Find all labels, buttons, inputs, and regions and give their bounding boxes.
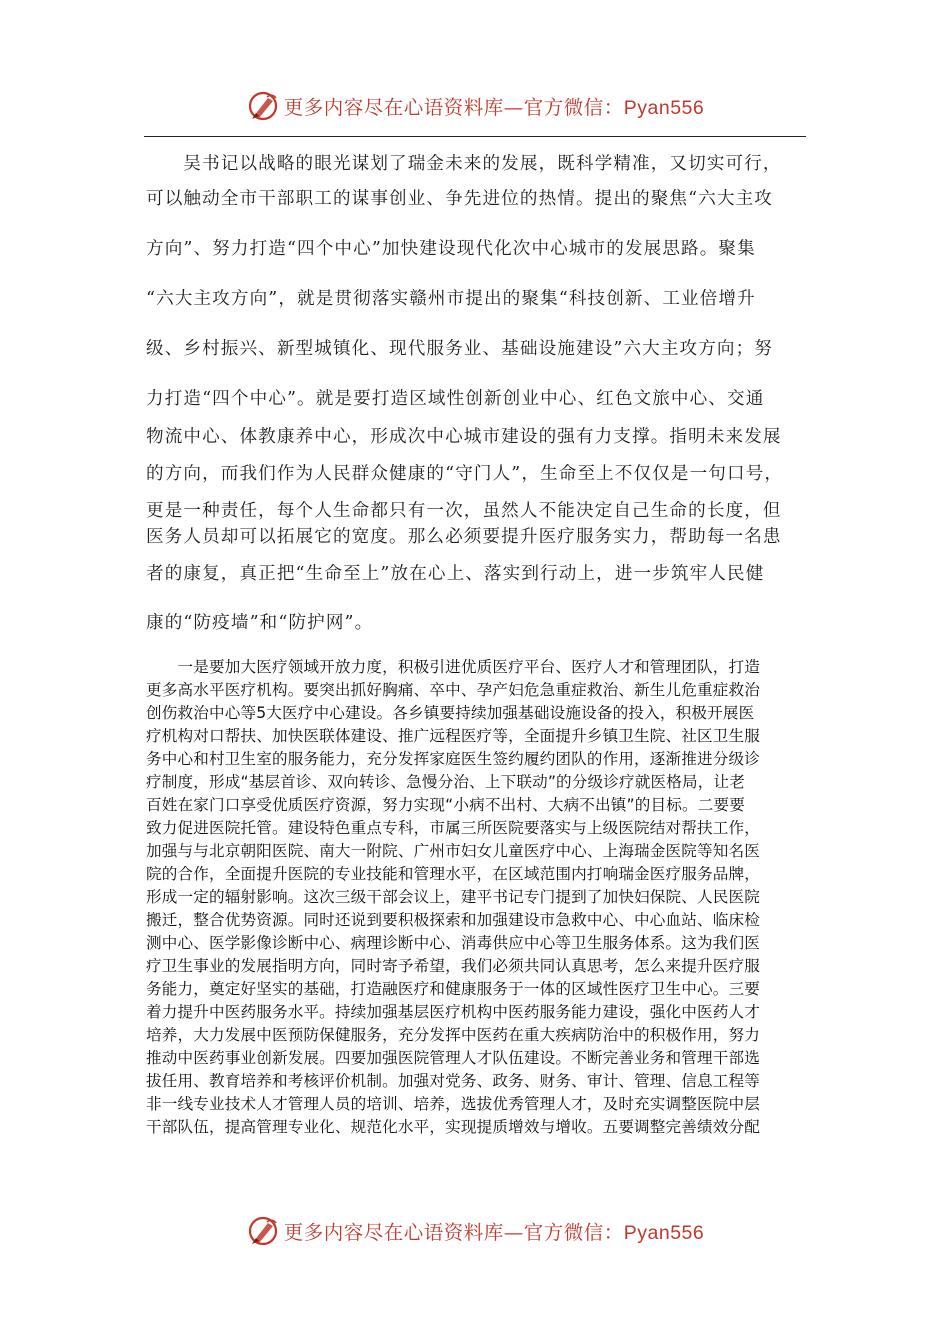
text-line: 力打造“四个中心”。就是要打造区域性创新创业中心、红色文旅中心、交通 bbox=[146, 389, 765, 409]
text-line: 拔任用、教育培养和考核评价机制。加强对党务、政务、财务、审计、管理、信息工程等 bbox=[146, 1072, 761, 1090]
text-line: 者的康复，真正把“生命至上”放在心上、落实到行动上，进一步筑牢人民健 bbox=[146, 564, 765, 584]
text-line: 级、乡村振兴、新型城镇化、现代服务业、基础设施建设”六大主攻方向；努 bbox=[146, 339, 773, 359]
text-line: 疗卫生事业的发展指明方向，同时寄予希望，我们必须共同认真思考，怎么来提升医疗服 bbox=[146, 957, 761, 975]
text-line: 测中心、医学影像诊断中心、病理诊断中心、消毒供应中心等卫生服务体系。这为我们医 bbox=[146, 934, 761, 952]
text-line: 吴书记以战略的眼光谋划了瑞金未来的发展，既科学精准，又切实可行， bbox=[146, 154, 782, 174]
text-line: 一是要加大医疗领域开放力度，积极引进优质医疗平台、医疗人才和管理团队，打造 bbox=[146, 658, 761, 676]
text-line: 方向”、努力打造“四个中心”加快建设现代化次中心城市的发展思路。聚集 bbox=[146, 239, 756, 259]
wechat-id: Pyan556 bbox=[623, 1222, 705, 1244]
text-line: 百姓在家门口享受优质医疗资源，努力实现“小病不出村、大病不出镇”的目标。二要要 bbox=[146, 796, 745, 814]
header-divider bbox=[144, 136, 806, 137]
pen-nib-icon bbox=[246, 1214, 280, 1248]
text-line: 着力提升中医药服务水平。持续加强基层医疗机构中医药服务能力建设，强化中医药人才 bbox=[146, 1003, 761, 1021]
banner-prefix: 更多内容尽在心语资料库—官方微信： bbox=[283, 96, 624, 119]
footer-banner bbox=[0, 1211, 950, 1251]
text-line: 务中心和村卫生室的服务能力，充分发挥家庭医生签约履约团队的作用，逐渐推进分级诊 bbox=[146, 750, 761, 768]
banner-text bbox=[284, 92, 705, 120]
banner-prefix: 更多内容尽在心语资料库—官方微信： bbox=[283, 1221, 624, 1244]
text-line: 干部队伍，提高管理专业化、规范化水平，实现提质增效与增收。五要调整完善绩效分配 bbox=[146, 1118, 761, 1136]
header-banner bbox=[0, 86, 950, 126]
text-line: 更多高水平医疗机构。要突出抓好胸痛、卒中、孕产妇危急重症救治、新生儿危重症救治 bbox=[146, 681, 761, 699]
text-line: 创伤救治中心等5大医疗中心建设。各乡镇要持续加强基础设施设备的投入，积极开展医 bbox=[146, 704, 755, 722]
text-line: 推动中医药事业创新发展。四要加强医院管理人才队伍建设。不断完善业务和管理干部选 bbox=[146, 1049, 761, 1067]
text-line: 搬迁，整合优势资源。同时还说到要积极探索和加强建设市急救中心、中心血站、临床检 bbox=[146, 911, 761, 929]
text-line: 非一线专业技术人才管理人员的培训、培养，选拔优秀管理人才，及时充实调整医院中层 bbox=[146, 1095, 761, 1113]
banner-text bbox=[284, 1217, 705, 1245]
text-line: 务能力，奠定好坚实的基础，打造融医疗和健康服务于一体的区域性医疗卫生中心。三要 bbox=[146, 980, 761, 998]
text-line: 疗制度，形成“基层首诊、双向转诊、急慢分治、上下联动”的分级诊疗就医格局，让老 bbox=[146, 773, 745, 791]
text-line: 形成一定的辐射影响。这次三级干部会议上，建平书记专门提到了加快妇保院、人民医院 bbox=[146, 888, 761, 906]
text-line: 致力促进医院托管。建设特色重点专科，市属三所医院要落实与上级医院结对帮扶工作， bbox=[146, 819, 761, 837]
text-line: 更是一种责任，每个人生命都只有一次，虽然人不能决定自己生命的长度，但 bbox=[146, 501, 782, 521]
text-line: “六大主攻方向”，就是贯彻落实赣州市提出的聚集“科技创新、工业倍增升 bbox=[146, 289, 756, 309]
text-line: 加强与与北京朝阳医院、南大一附院、广州市妇女儿童医疗中心、上海瑞金医院等知名医 bbox=[146, 842, 761, 860]
text-line: 医务人员却可以拓展它的宽度。那么必须要提升医疗服务实力，帮助每一名患 bbox=[146, 527, 782, 547]
paragraph-2 bbox=[146, 656, 810, 1139]
text-line: 院的合作，全面提升医院的专业技能和管理水平，在区域范围内打响瑞金医疗服务品牌， bbox=[146, 865, 761, 883]
wechat-id: Pyan556 bbox=[623, 97, 705, 119]
text-line: 疗机构对口帮扶、加快医联体建设、推广远程医疗等，全面提升乡镇卫生院、社区卫生服 bbox=[146, 727, 761, 745]
text-line: 物流中心、体教康养中心，形成次中心城市建设的强有力支撑。指明未来发展 bbox=[146, 427, 782, 447]
text-line: 可以触动全市干部职工的谋事创业、争先进位的热情。提出的聚焦“六大主攻 bbox=[146, 189, 773, 209]
pen-nib-icon bbox=[246, 89, 280, 123]
text-line: 康的“防疫墙”和“防护网”。 bbox=[146, 613, 374, 633]
text-line: 的方向，而我们作为人民群众健康的“守门人”，生命至上不仅仅是一句口号， bbox=[146, 464, 784, 484]
text-line: 培养，大力发展中医预防保健服务，充分发挥中医药在重大疾病防治中的积极作用，努力 bbox=[146, 1026, 761, 1044]
